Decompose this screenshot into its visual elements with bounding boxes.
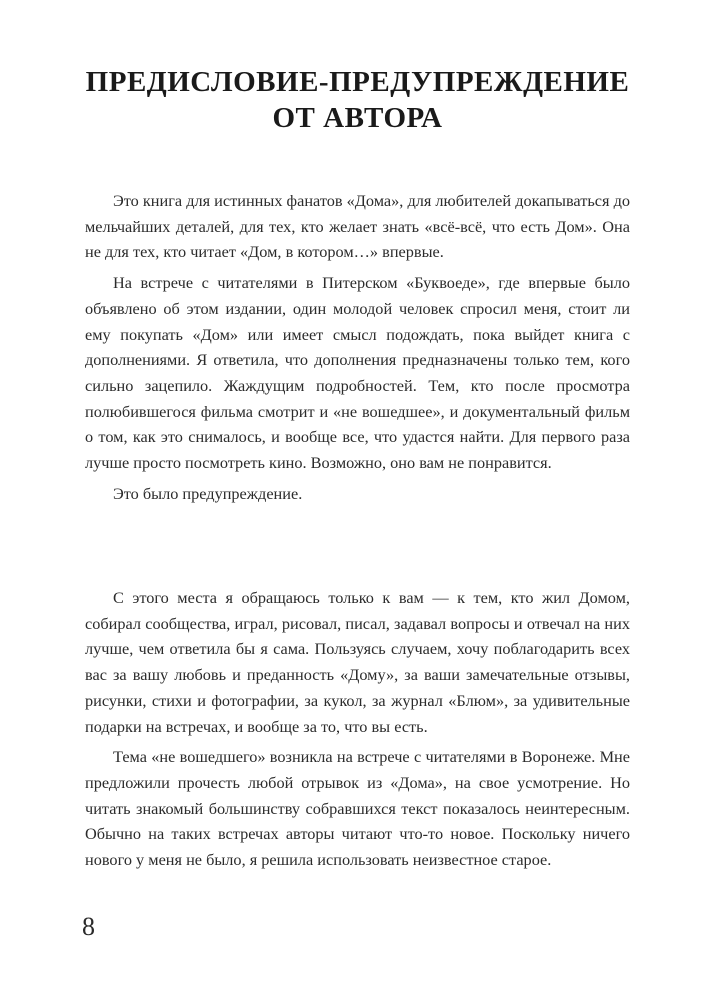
page-number: 8 bbox=[82, 912, 95, 941]
paragraph: Тема «не вошедшего» возникла на встрече с читателями в Воронеже. Мне предложили прочесть любой отрывок из «Дома», на свое усмотрение. Но читать знакомый большинству собравшихся текст показалось неинтересным. Обычно на таких встречах авторы читают что-то новое. Поскольку ничего нового у меня не было, я решила использовать неизвестное старое. bbox=[85, 747, 630, 870]
paragraph: Это книга для истинных фанатов «Дома», для любителей докапываться до мельчайших деталей, для тех, кто желает знать «всё-всё, что есть Дом». Она не для тех, кто читает «Дом, в котором…» впервые. bbox=[85, 191, 630, 262]
paragraph: Это было предупреждение. bbox=[113, 483, 303, 503]
text-section-2 bbox=[85, 585, 630, 873]
paragraph: На встрече с читателями в Питерском «Буквоеде», где впервые было объявлено об этом издании, один молодой человек спросил меня, стоит ли ему покупать «Дом» или имеет смысл подождать, пока выйдет книга с дополнениями. Я ответила, что дополнения предназначены только тем, кого сильно зацепило. Жаждущим подробностей. Тем, кто после просмотра полюбившегося фильма смотрит и «не вошедшее», и документальный фильм о том, как это снималось, и вообще все, что удастся найти. Для первого раза лучше просто посмотреть кино. Возможно, оно вам не понравится. bbox=[85, 273, 630, 473]
chapter-title-line-2: ОТ АВТОРА bbox=[272, 102, 443, 134]
paragraph: С этого места я обращаюсь только к вам — к тем, кто жил Домом, собирал сообщества, играл, рисовал, писал, задавал вопросы и отвечал на них лучше, чем ответила бы я сама. Пользуясь случаем, хочу поблагодарить всех вас за вашу любовь и преданность «Дому», за ваши замечательные отзывы, рисунки, стихи и фотографии, за кукол, за журнал «Блюм», за удивительные подарки на встречах, и вообще за то, что вы есть. bbox=[85, 588, 630, 736]
text-section-1 bbox=[85, 188, 630, 506]
chapter-title-line-1: ПРЕДИСЛОВИЕ-ПРЕДУПРЕЖДЕНИЕ bbox=[85, 66, 630, 98]
